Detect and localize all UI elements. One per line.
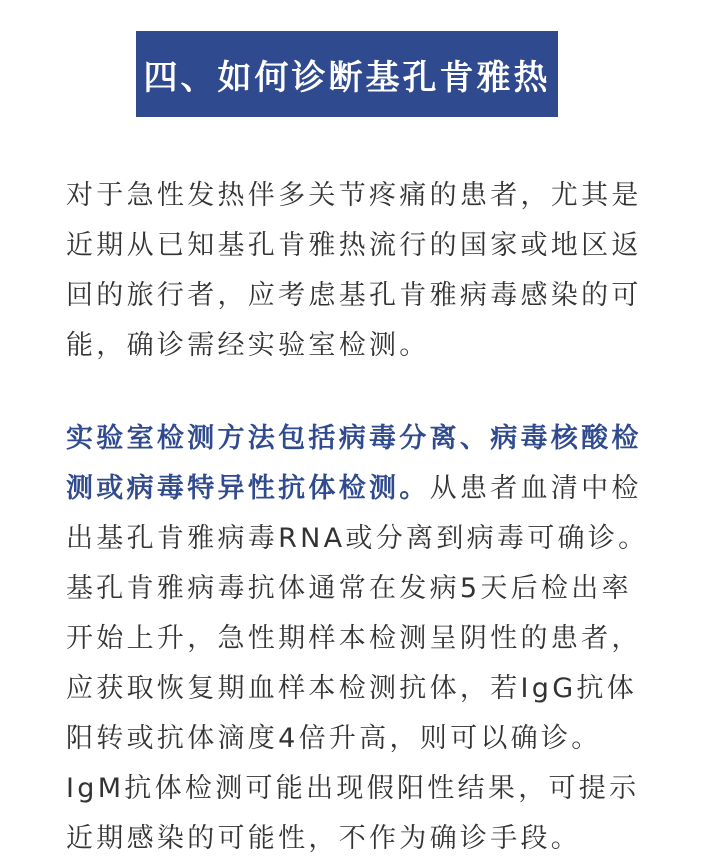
paragraph-intro-text: 对于急性发热伴多关节疼痛的患者，尤其是近期从已知基孔肯雅热流行的国家或地区返回的旅行者，应考虑基孔肯雅病毒感染的可能，确诊需经实验室检测。 xyxy=(66,180,642,361)
paragraph-intro xyxy=(66,171,651,371)
highlight-lab-methods: 实验室检测方法包括病毒分离、病毒核酸检测或病毒特异性抗体检测。 xyxy=(66,423,642,504)
paragraph-lab-testing xyxy=(66,414,651,864)
paragraph-lab-testing-text: 从患者血清中检出基孔肯雅病毒RNA或分离到病毒可确诊。基孔肯雅病毒抗体通常在发病5天后检出率开始上升，急性期样本检测呈阴性的患者，应获取恢复期血样本检测抗体，若IgG抗体阳转或抗体滴度4倍升高，则可以确诊。IgM抗体检测可能出现假阳性结果，可提示近期感染的可能性，不作为确诊手段。 xyxy=(66,473,649,854)
section-heading: 四、如何诊断基孔肯雅热 xyxy=(143,57,551,98)
section-heading-banner xyxy=(136,31,558,117)
